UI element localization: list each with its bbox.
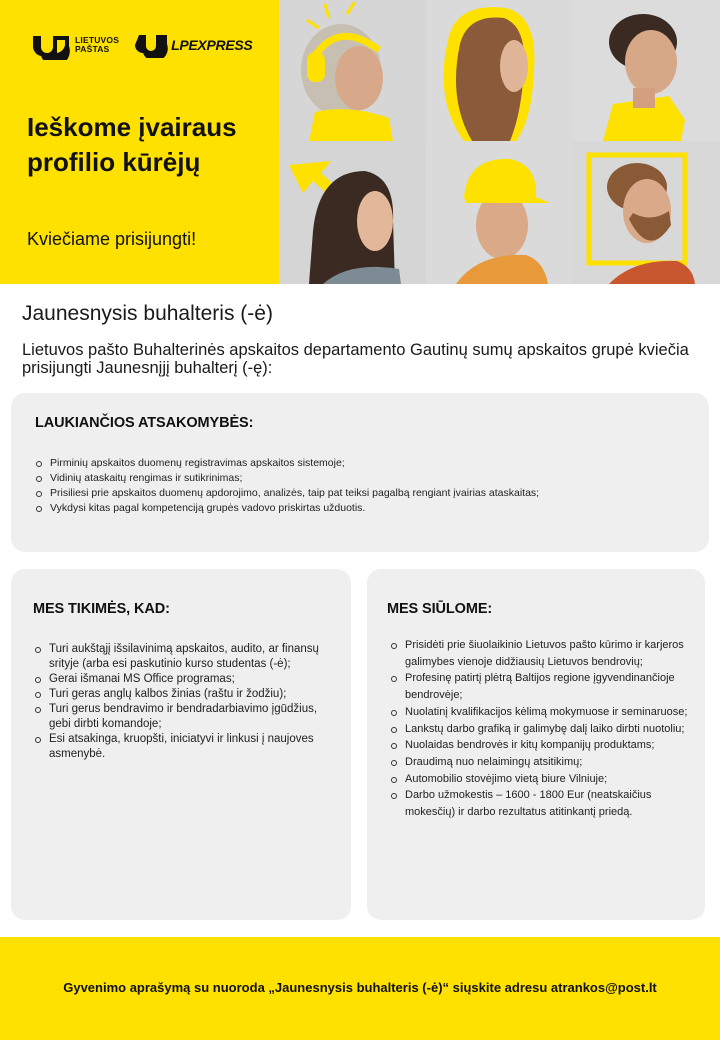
requirements-box bbox=[11, 569, 351, 920]
offer-list bbox=[390, 637, 695, 821]
bearded-man-illustration bbox=[573, 141, 720, 284]
lietuvos-pastas-emblem-icon bbox=[30, 30, 72, 60]
list-item: Esi atsakinga, kruopšti, iniciatyvi ir linkusi į naujoves asmenybė. bbox=[34, 732, 339, 762]
job-intro: Lietuvos pašto Buhalterinės apskaitos departamento Gautinų sumų apskaitos grupė kviečia prisijungti Jaunesnįjį buhalterį (-ę): bbox=[22, 341, 689, 377]
photo-tile-man-yellow-cap bbox=[426, 141, 573, 284]
woman-long-hair-illustration bbox=[426, 0, 573, 141]
list-item: Turi gerus bendravimo ir bendradarbiavimo įgūdžius, gebi dirbti komandoje; bbox=[34, 702, 339, 732]
man-yellow-cap-illustration bbox=[426, 141, 573, 284]
hero-yellow-panel bbox=[0, 0, 279, 284]
photo-tile-bearded-man bbox=[573, 141, 720, 284]
list-item: Automobilio stovėjimo vietą biure Vilniuje; bbox=[390, 771, 695, 788]
logo-row bbox=[30, 30, 252, 60]
job-title: Jaunesnysis buhalteris (-ė) bbox=[22, 302, 273, 325]
requirements-list bbox=[34, 642, 339, 762]
requirements-heading: MES TIKIMĖS, KAD: bbox=[33, 601, 170, 617]
list-item: Draudimą nuo nelaimingų atsitikimų; bbox=[390, 754, 695, 771]
photo-tile-woman-headphones bbox=[279, 0, 426, 141]
list-item: Nuolatinį kvalifikacijos kėlimą mokymuose ir seminaruose; bbox=[390, 704, 695, 721]
list-item: Pirminių apskaitos duomenų registravimas apskaitos sistemoje; bbox=[35, 456, 700, 471]
photo-tile-woman-long-hair bbox=[426, 0, 573, 141]
list-item: Prisiliesi prie apskaitos duomenų apdorojimo, analizės, taip pat teiksi pagalbą rengiant įvairias ataskaitas; bbox=[35, 486, 700, 501]
list-item: Vykdysi kitas pagal kompetenciją grupės vadovo priskirtas užduotis. bbox=[35, 501, 700, 516]
photo-tile-man-dark-hair bbox=[573, 0, 720, 141]
list-item: Vidinių ataskaitų rengimas ir sutikrinimas; bbox=[35, 471, 700, 486]
list-item: Gerai išmanai MS Office programas; bbox=[34, 672, 339, 687]
responsibilities-box bbox=[11, 393, 709, 552]
list-item: Turi geras anglų kalbos žinias (raštu ir žodžiu); bbox=[34, 687, 339, 702]
lietuvos-pastas-logo bbox=[30, 30, 119, 60]
footer-banner bbox=[0, 937, 720, 1040]
list-item: Lankstų darbo grafiką ir galimybę dalį laiko dirbti nuotoliu; bbox=[390, 721, 695, 738]
lpexpress-wordmark: LPEXPRESS bbox=[171, 37, 253, 53]
responsibilities-heading: LAUKIANČIOS ATSAKOMYBĖS: bbox=[35, 415, 254, 431]
woman-headphones-illustration bbox=[279, 0, 426, 141]
offer-heading: MES SIŪLOME: bbox=[387, 601, 493, 617]
hero-subtitle: Kviečiame prisijungti! bbox=[27, 229, 197, 249]
lietuvos-pastas-line2: PAŠTAS bbox=[75, 44, 110, 54]
list-item: Profesinę patirtį plėtrą Baltijos regione įgyvendinančioje bendrovėje; bbox=[390, 670, 695, 703]
lpexpress-logo bbox=[133, 32, 252, 58]
hero-banner bbox=[0, 0, 720, 284]
responsibilities-list bbox=[35, 456, 700, 516]
offer-box bbox=[367, 569, 705, 920]
lpexpress-emblem-icon bbox=[133, 32, 169, 58]
man-dark-hair-illustration bbox=[573, 0, 720, 141]
woman-arrow-illustration bbox=[279, 141, 426, 284]
footer-apply-instructions: Gyvenimo aprašymą su nuoroda „Jaunesnysis buhalteris (-ė)“ siųskite adresu atrankos@post.lt bbox=[63, 980, 657, 995]
hero-title: Ieškome įvairaus profilio kūrėjų bbox=[27, 112, 237, 177]
photo-grid bbox=[279, 0, 720, 284]
list-item: Darbo užmokestis – 1600 - 1800 Eur (neatskaičius mokesčių) ir darbo rezultatus atitinkantį priedą. bbox=[390, 787, 695, 820]
photo-tile-woman-arrow bbox=[279, 141, 426, 284]
list-item: Prisidėti prie šiuolaikinio Lietuvos pašto kūrimo ir karjeros galimybes vienoje didžiausių Lietuvos bendrovių; bbox=[390, 637, 695, 670]
lietuvos-pastas-wordmark bbox=[75, 36, 119, 55]
list-item: Nuolaidas bendrovės ir kitų kompanijų produktams; bbox=[390, 737, 695, 754]
list-item: Turi aukštąjį išsilavinimą apskaitos, audito, ar finansų srityje (arba esi paskutinio kurso studentas (-ė); bbox=[34, 642, 339, 672]
lietuvos-pastas-line1: LIETUVOS bbox=[75, 34, 120, 45]
